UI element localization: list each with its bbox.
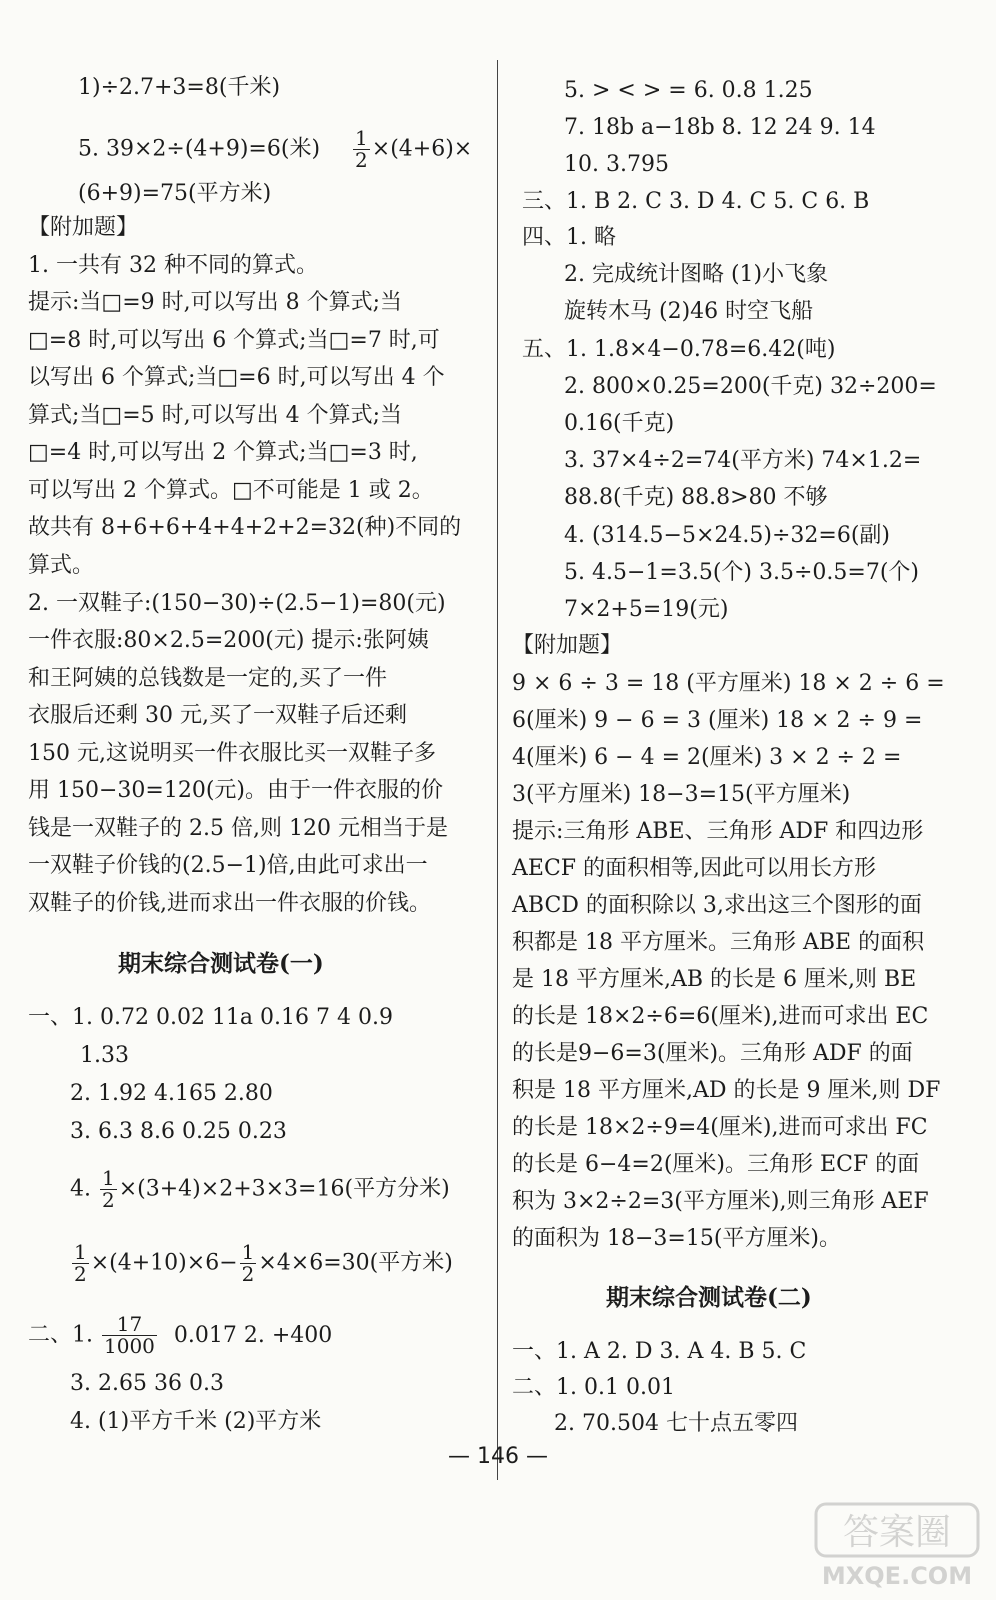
fraction-denominator: 2 [74, 1262, 87, 1286]
hint-line: 可以写出 2 个算式。□不可能是 1 或 2。 [28, 478, 434, 503]
answer-line: 二、1. 0.1 0.01 [512, 1375, 675, 1400]
hint-line: 提示:三角形 ABE、三角形 ADF 和四边形 [512, 819, 924, 844]
hint-line: 提示:当□=9 时,可以写出 8 个算式;当 [28, 290, 403, 315]
answer-line: 衣服后还剩 30 元,买了一双鞋子后还剩 [28, 703, 407, 728]
answer-line: 88.8(千克) 88.8>80 不够 [564, 485, 828, 510]
answer-line: 1.33 [80, 1043, 129, 1068]
answer-line: 4(厘米) 6 − 4 = 2(厘米) 3 × 2 ÷ 2 = [512, 745, 902, 770]
answer-line: 四、1. 略 [522, 225, 616, 250]
answer-line: 一、1. 0.72 0.02 11a 0.16 7 4 0.9 [28, 1005, 393, 1030]
fraction-numerator: 17 [102, 1314, 157, 1336]
answer-line [70, 1240, 453, 1286]
answer-line: 3. 37×4÷2=74(平方米) 74×1.2= [564, 448, 922, 473]
answer-line: 4. (1)平方千米 (2)平方米 [70, 1409, 322, 1434]
answer-text: ×(4+10)×6− [90, 1250, 238, 1276]
hint-line: 算式;当□=5 时,可以写出 4 个算式;当 [28, 403, 403, 428]
answer-line: 7×2+5=19(元) [564, 597, 729, 622]
fraction-denominator: 2 [241, 1262, 255, 1286]
hint-line: 的面积为 18−3=15(平方厘米)。 [512, 1226, 842, 1251]
fraction [240, 1242, 257, 1285]
fraction-numerator: 1 [241, 1240, 255, 1264]
answer-text: 5. 39×2÷(4+9)=6(米) [78, 136, 321, 162]
extra-title: 【附加题】 [512, 633, 623, 658]
answer-line: 2. 70.504 七十点五零四 [554, 1411, 798, 1436]
watermark-top: 答案圈 [842, 1512, 952, 1553]
hint-line: 的长是 6−4=2(厘米)。三角形 ECF 的面 [512, 1152, 920, 1177]
answer-line: (6+9)=75(平方米) [78, 181, 272, 206]
answer-text: ×(4+6)× [371, 136, 473, 162]
page-number: — 146 — [448, 1444, 548, 1469]
answer-line: 3. 6.3 8.6 0.25 0.23 [70, 1119, 287, 1144]
hint-line: 的长是 18×2÷6=6(厘米),进而可求出 EC [512, 1004, 929, 1029]
hint-line: 是 18 平方厘米,AB 的长是 6 厘米,则 BE [512, 967, 917, 992]
answer-line: 9 × 6 ÷ 3 = 18 (平方厘米) 18 × 2 ÷ 6 = [512, 671, 945, 696]
answer-line: 双鞋子的价钱,进而求出一件衣服的价钱。 [28, 891, 431, 916]
answer-line: 5. 4.5−1=3.5(个) 3.5÷0.5=7(个) [564, 560, 919, 585]
answer-line: 5. > < > = 6. 0.8 1.25 [564, 78, 813, 103]
answer-line: 一双鞋子价钱的(2.5−1)倍,由此可求出一 [28, 853, 428, 878]
answer-text: ×4×6=30(平方米) [258, 1250, 453, 1276]
answer-line: 2. 完成统计图略 (1)小飞象 [564, 262, 829, 287]
answer-line: 和王阿姨的总钱数是一定的,买了一件 [28, 666, 387, 691]
fraction-numerator: 1 [74, 1240, 87, 1264]
hint-line: AECF 的面积相等,因此可以用长方形 [512, 856, 877, 881]
fraction [100, 1168, 117, 1211]
exam2-title: 期末综合测试卷(二) [606, 1284, 812, 1311]
answer-line [78, 126, 473, 172]
answer-line: 0.16(千克) [564, 411, 675, 436]
answer-line: 旋转木马 (2)46 时空飞船 [564, 299, 814, 324]
fraction [72, 1242, 89, 1285]
fraction-numerator: 1 [102, 1166, 115, 1190]
hint-line: 故共有 8+6+6+4+4+2+2=32(种)不同的 [28, 515, 462, 540]
watermark-bottom: MXQE.COM [821, 1562, 973, 1590]
hint-line: □=4 时,可以写出 2 个算式;当□=3 时, [28, 440, 418, 465]
hint-line: 积都是 18 平方厘米。三角形 ABE 的面积 [512, 930, 925, 955]
hint-line: □=8 时,可以写出 6 个算式;当□=7 时,可 [28, 328, 440, 353]
answer-line: 1. 一共有 32 种不同的算式。 [28, 253, 318, 278]
hint-line: 以写出 6 个算式;当□=6 时,可以写出 4 个 [28, 365, 445, 390]
answer-line: 150 元,这说明买一件衣服比买一双鞋子多 [28, 741, 436, 766]
answer-line [28, 1312, 333, 1358]
answer-line: 2. 一双鞋子:(150−30)÷(2.5−1)=80(元) [28, 591, 446, 616]
fraction [353, 128, 370, 171]
answer-line: 4. (314.5−5×24.5)÷32=6(副) [564, 523, 891, 548]
hint-line: ABCD 的面积除以 3,求出这三个图形的面 [512, 893, 922, 918]
fraction-denominator: 1000 [104, 1334, 155, 1358]
hint-line: 积是 18 平方厘米,AD 的长是 9 厘米,则 DF [512, 1078, 941, 1103]
answer-line: 一件衣服:80×2.5=200(元) 提示:张阿姨 [28, 628, 429, 653]
answer-line: 10. 3.795 [564, 152, 669, 177]
exam1-title: 期末综合测试卷(一) [118, 950, 324, 977]
hint-line: 的长是9−6=3(厘米)。三角形 ADF 的面 [512, 1041, 913, 1066]
answer-line: 用 150−30=120(元)。由于一件衣服的价 [28, 778, 444, 803]
hint-line: 算式。 [28, 553, 95, 578]
answer-line: 一、1. A 2. D 3. A 4. B 5. C [512, 1339, 807, 1364]
answer-line: 三、1. B 2. C 3. D 4. C 5. C 6. B [522, 189, 870, 214]
answer-line: 3(平方厘米) 18−3=15(平方厘米) [512, 782, 851, 807]
hint-line: 积为 3×2÷2=3(平方厘米),则三角形 AEF [512, 1189, 929, 1214]
answer-line: 2. 800×0.25=200(千克) 32÷200= [564, 374, 937, 399]
fraction-numerator: 1 [355, 126, 368, 150]
fraction-denominator: 2 [355, 148, 368, 172]
column-divider [497, 60, 498, 1480]
answer-line: 1)÷2.7+3=8(千米) [78, 75, 281, 100]
answer-line: 五、1. 1.8×4−0.78=6.42(吨) [522, 337, 836, 362]
answer-line: 钱是一双鞋子的 2.5 倍,则 120 元相当于是 [28, 816, 448, 841]
answer-text: ×(3+4)×2+3×3=16(平方分米) [118, 1176, 450, 1202]
answer-line: 7. 18b a−18b 8. 12 24 9. 14 [564, 115, 876, 140]
answer-line: 3. 2.65 36 0.3 [70, 1371, 224, 1396]
extra-title: 【附加题】 [28, 215, 139, 240]
hint-line: 的长是 18×2÷9=4(厘米),进而可求出 FC [512, 1115, 928, 1140]
answer-line [70, 1166, 450, 1212]
answer-line: 2. 1.92 4.165 2.80 [70, 1081, 273, 1106]
fraction [102, 1314, 157, 1357]
watermark-logo [812, 1500, 982, 1590]
answer-line: 6(厘米) 9 − 6 = 3 (厘米) 18 × 2 ÷ 9 = [512, 708, 923, 733]
fraction-denominator: 2 [102, 1188, 115, 1212]
answer-text: 4. [70, 1176, 91, 1202]
answer-text: 二、1. [28, 1322, 93, 1348]
answer-text: 0.017 2. +400 [173, 1322, 333, 1348]
